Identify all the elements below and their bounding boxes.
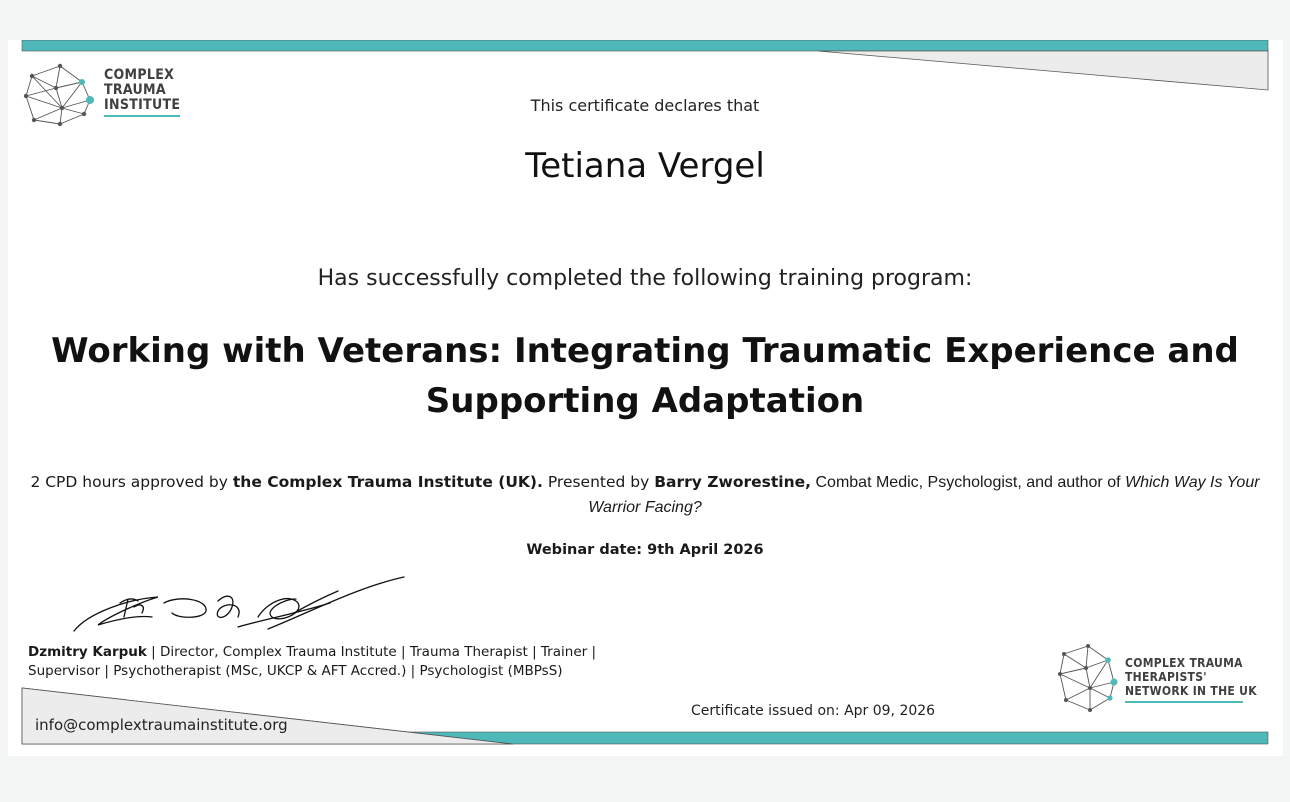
completion-statement: Has successfully completed the following training program:	[317, 266, 973, 291]
header-logo-line: COMPLEX	[104, 67, 175, 83]
book-title: Which Way Is Your Warrior Facing?	[588, 474, 1260, 516]
footer-logo-underline	[1125, 701, 1243, 703]
program-title: Working with Veterans: Integrating Traumatic Experience and Supporting Adaptation	[51, 331, 1239, 421]
header-logo-line: TRAUMA	[104, 82, 166, 98]
cpd-approver: the Complex Trauma Institute (UK).	[232, 473, 543, 491]
header-logo-line: INSTITUTE	[104, 97, 181, 113]
network-graph-icon	[1056, 644, 1118, 714]
signatory-titles: | Director, Complex Trauma Institute | Trauma Therapist | Trainer | Supervisor | Psychotherapist (MSc, UKCP & AFT Accred.) | Psychologist (MBPsS)	[28, 644, 597, 679]
cpd-prefix: 2 CPD hours approved by	[30, 473, 233, 491]
issue-date: Certificate issued on: Apr 09, 2026	[691, 703, 936, 719]
declaration-line: This certificate declares that	[530, 96, 760, 115]
cpd-statement	[0, 470, 1290, 520]
footer-logo-line: NETWORK IN THE UK	[1125, 684, 1257, 698]
presenter-name: Barry Zworestine,	[654, 473, 812, 491]
header-logo-underline	[104, 115, 180, 117]
footer-logo-line: COMPLEX TRAUMA	[1125, 656, 1243, 670]
cpd-presented: Presented by	[542, 473, 655, 491]
signatory-name: Dzmitry Karpuk	[28, 644, 147, 660]
contact-email[interactable]: info@complextraumainstitute.org	[35, 716, 288, 734]
recipient-name: Tetiana Vergel	[525, 146, 765, 186]
footer-logo	[1056, 644, 1266, 716]
signatory-block	[28, 643, 618, 681]
signature	[68, 573, 408, 645]
webinar-date: Webinar date: 9th April 2026	[526, 542, 764, 558]
footer-logo-line: THERAPISTS'	[1125, 670, 1207, 684]
footer-logo-text	[1125, 656, 1257, 703]
presenter-role: Combat Medic, Psychologist, and author of	[811, 474, 1125, 491]
